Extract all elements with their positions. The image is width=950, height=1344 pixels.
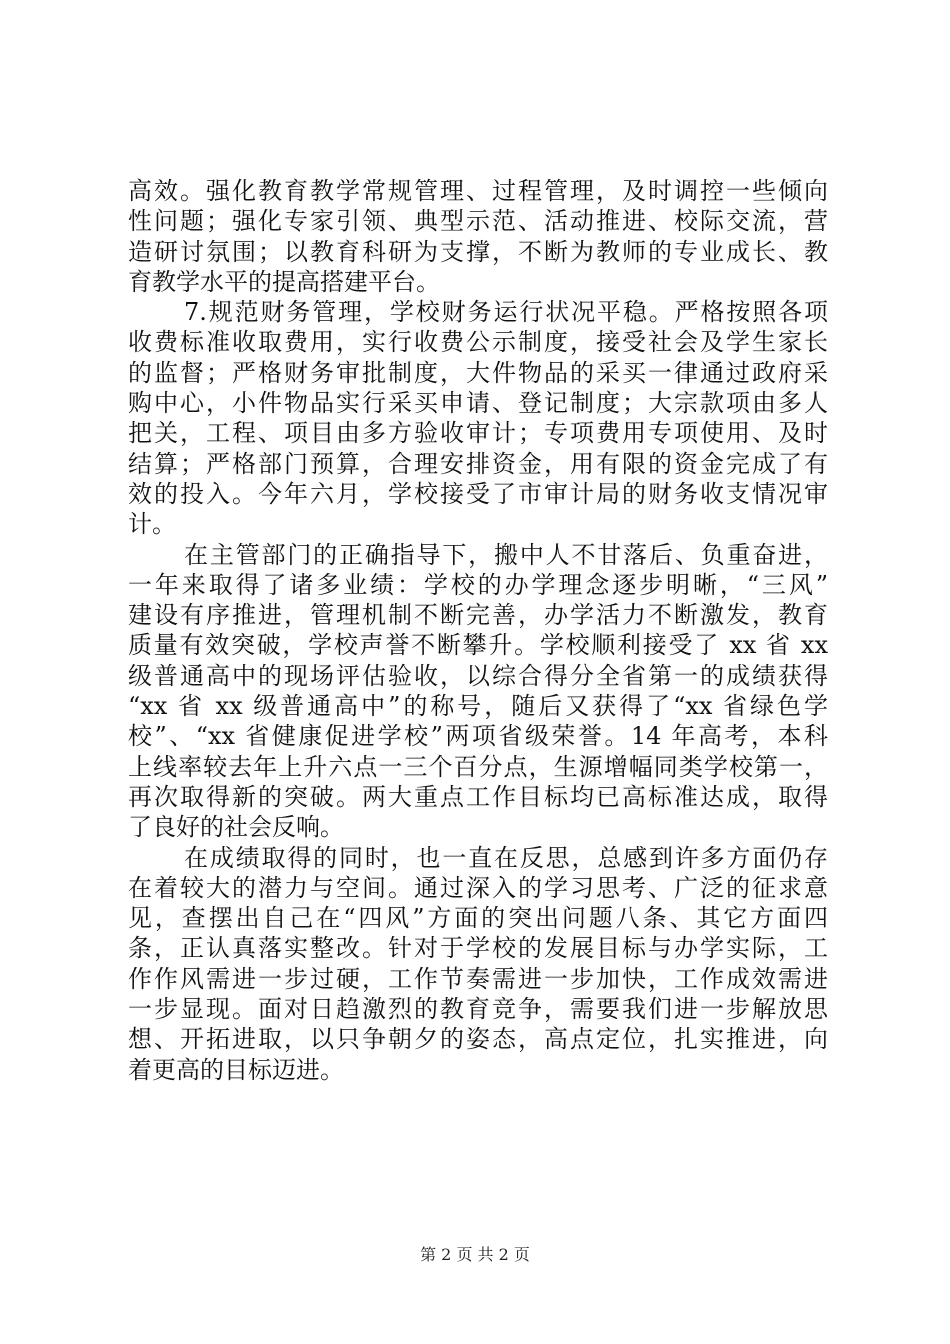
text-line: 作作风需进一步过硬，工作节奏需进一步加快，工作成效需进 xyxy=(128,964,828,993)
text-line: 条，正认真落实整改。针对于学校的发展目标与办学实际，工 xyxy=(128,934,828,963)
text-line: 把关，工程、项目由多方验收审计；专项费用专项使用、及时 xyxy=(128,419,828,448)
text-line: 建设有序推进，管理机制不断完善，办学活力不断激发，教育 xyxy=(128,601,828,630)
text-line: 性问题；强化专家引领、典型示范、活动推进、校际交流，营 xyxy=(128,207,828,236)
text-line: 校”、“xx 省健康促进学校”两项省级荣誉。14 年高考，本科 xyxy=(128,722,828,751)
text-line: “xx 省 xx 级普通高中”的称号，随后又获得了“xx 省绿色学 xyxy=(128,692,828,721)
text-line: 7.规范财务管理，学校财务运行状况平稳。严格按照各项 xyxy=(184,298,828,327)
text-line: 的监督；严格财务审批制度，大件物品的采买一律通过政府采 xyxy=(128,358,828,387)
text-line: 计。 xyxy=(128,510,176,539)
text-line: 购中心，小件物品实行采买申请、登记制度；大宗款项由多人 xyxy=(128,389,828,418)
text-line: 效的投入。今年六月，学校接受了市审计局的财务收支情况审 xyxy=(128,479,828,508)
text-line: 造研讨氛围；以教育科研为支撑，不断为教师的专业成长、教 xyxy=(128,237,828,266)
document-body xyxy=(128,176,828,1085)
text-line: 一步显现。面对日趋激烈的教育竞争，需要我们进一步解放思 xyxy=(128,995,828,1024)
text-line: 在主管部门的正确指导下，搬中人不甘落后、负重奋进， xyxy=(184,540,828,569)
text-line: 在成绩取得的同时，也一直在反思，总感到许多方面仍存 xyxy=(184,843,828,872)
text-line: 高效。强化教育教学常规管理、过程管理，及时调控一些倾向 xyxy=(128,177,828,205)
text-line: 级普通高中的现场评估验收，以综合得分全省第一的成绩获得 xyxy=(128,661,828,690)
text-line: 着更高的目标迈进。 xyxy=(128,1055,344,1084)
text-line: 再次取得新的突破。两大重点工作目标均已高标准达成，取得 xyxy=(128,782,828,811)
text-line: 结算；严格部门预算，合理安排资金，用有限的资金完成了有 xyxy=(128,449,828,478)
text-line: 见，查摆出自己在“四风”方面的突出问题八条、其它方面四 xyxy=(128,904,828,933)
text-line: 育教学水平的提高搭建平台。 xyxy=(128,267,440,296)
text-line: 一年来取得了诸多业绩：学校的办学理念逐步明晰，“三风” xyxy=(128,570,828,599)
text-line: 了良好的社会反响。 xyxy=(128,813,344,842)
text-line: 质量有效突破，学校声誉不断攀升。学校顺利接受了 xx 省 xx xyxy=(128,631,828,660)
text-line: 上线率较去年上升六点一三个百分点，生源增幅同类学校第一， xyxy=(128,752,828,781)
page-footer: 第 2 页 共 2 页 xyxy=(420,1245,530,1264)
text-line: 收费标准收取费用，实行收费公示制度，接受社会及学生家长 xyxy=(128,328,828,357)
text-line: 想、开拓进取，以只争朝夕的姿态，高点定位，扎实推进，向 xyxy=(128,1025,828,1054)
text-line: 在着较大的潜力与空间。通过深入的学习思考、广泛的征求意 xyxy=(128,873,828,902)
